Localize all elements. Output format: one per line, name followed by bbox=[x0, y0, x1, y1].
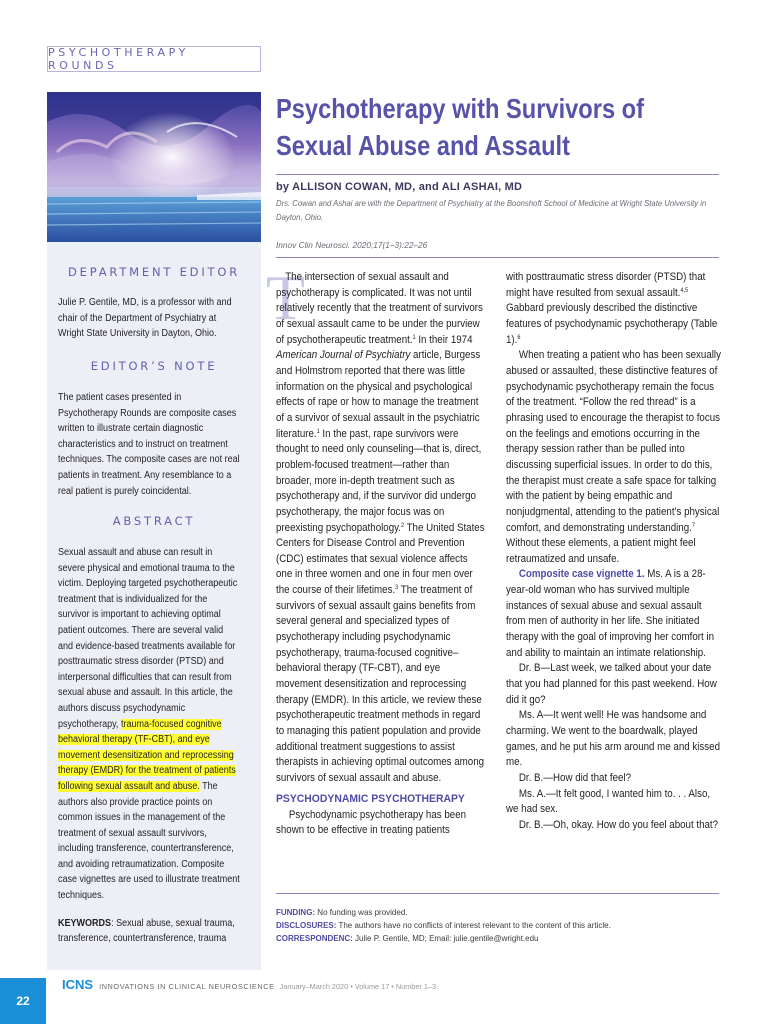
journal-logo: ICNS bbox=[62, 977, 94, 992]
journal-name: INNOVATIONS IN CLINICAL NEUROSCIENCE bbox=[99, 982, 275, 991]
ptsd-paragraph: with posttraumatic stress disorder (PTSD) that might have resulted from sexual assault.$^{4,5}$ Gabbard previously described the distinctive features of psychodynamic psychotherapy (Table 1).$^6$ bbox=[506, 271, 718, 346]
dialogue-line: Dr. B.—Oh, okay. How do you feel about that? bbox=[518, 818, 719, 831]
footnote-rule bbox=[276, 893, 719, 894]
department-editor-heading: DEPARTMENT EDITOR bbox=[67, 265, 241, 279]
dialogue-line: Dr. B—Last week, we talked about your date that you had planned for this past weekend. How did it go? bbox=[506, 662, 717, 706]
abstract-text-part2: The authors also provide practice points on common issues in the management of the treatment of sexual assault survivors, including transference, countertransference, and avoiding retraumatization. Composite case vignettes are used to illustrate treatment techniques. bbox=[58, 780, 240, 902]
hero-image bbox=[47, 92, 261, 242]
issue-info: January–March 2020 • Volume 17 • Number 1–3 bbox=[279, 982, 437, 991]
correspondence-note: CORRESPONDENC: Julie P. Gentile, MD; Email: julie.gentile@wright.edu bbox=[276, 932, 539, 943]
keywords-text: : Sexual abuse, sexual trauma, transference, countertransference, trauma bbox=[58, 917, 235, 945]
article-title-line1: Psychotherapy with Survivors of bbox=[276, 93, 644, 124]
editors-note-heading: EDITOR’S NOTE bbox=[90, 359, 218, 373]
title-rule bbox=[276, 174, 719, 175]
body-column-1 bbox=[276, 270, 486, 839]
footnotes bbox=[276, 906, 760, 944]
intro-paragraph: The intersection of sexual assault and psychotherapy is complicated. It was not until relatively recently that the treatment of survivors of sexual assault came to be under the purview of psychotherapeutic treatment.$^1$ In their 1974 American Journal of Psychiatry article, Burgess and Holmstrom reported that there was little information on the physical and psychological effects of rape or how to manage the treatment of a survivor of sexual assault in the psychiatric literature.$^1$ In the past, rape survivors were thought to need only counseling—that is, direct, problem-focused treatment—rather than broader, more in-depth treatment such as psychotherapy and, if the survivor did undergo psychotherapy, the major focus was on preexisting psychopathology.$^2$ The United States Centers for Disease Control and Prevention (CDC) estimates that sexual violence affects one in three women and one in four men over the course of their lifetimes.$^3$ The treatment of survivors of sexual assault gains benefits from several general and specialized types of psychotherapy including psychodynamic psychotherapy, trauma-focused cognitive–behavioral therapy (TF-CBT), and eye movement desensitization and reprocessing therapy (EMDR). In this article, we review these psychotherapeutic treatment methods in regard to managing this patient population and provide additional treatment suggestions to assist therapists in achieving optimal outcomes among survivors of sexual assault and abuse. bbox=[276, 271, 485, 784]
department-editor-text: Julie P. Gentile, MD, is a professor with and chair of the Department of Psychiatry at Wright State University in Dayton, Ohio. bbox=[58, 297, 232, 340]
treatment-paragraph: When treating a patient who has been sexually abused or assaulted, these distinctive features of psychodynamic psychotherapy remain the focus of the treatment. “Follow the red thread” is a phrasing used to encourage the therapist to focus on the feelings and emotions occurring in the therapy session rather than be pulled into discussing superficial issues. In order to do this, the therapist must create a safe space for talking with the patient by being empathic and nonjudgmental, attending to the patient’s physical comfort, and demonstrating understanding.$^7$ Without these elements, a patient might feel retraumatized and unsafe. bbox=[506, 349, 721, 565]
section-heading-psychodynamic: PSYCHODYNAMIC PSYCHOTHERAPY bbox=[276, 792, 465, 805]
psychodynamic-paragraph: Psychodynamic psychotherapy has been shown to be effective in treating patients bbox=[276, 808, 467, 837]
series-label: PSYCHOTHERAPY ROUNDS bbox=[48, 46, 189, 72]
body-column-2 bbox=[506, 270, 721, 834]
drop-cap: T bbox=[266, 262, 306, 333]
dialogue-line: Ms. A.—It felt good, I wanted him to. . . Also, we had sex. bbox=[506, 787, 711, 816]
series-label-box bbox=[47, 46, 261, 72]
abstract-highlighted-text: trauma-focused cognitive behavioral therapy (TF-CBT), and eye movement desensitization and reprocessing therapy (EMDR) for the treatment of patients following sexual assault and abuse. bbox=[58, 718, 236, 792]
article-title bbox=[276, 90, 723, 164]
abstract-text-part1: Sexual assault and abuse can result in severe physical and emotional trauma to the victim. Deploying targeted psychotherapeutic treatment that is individualized for the survivor is important to achieving optimal patient outcomes. There are several valid and evidence-based treatments available for posttraumatic stress disorder (PTSD) and interpersonal difficulties that can result from sexual abuse and assault. In this article, the authors discuss psychodynamic psychotherapy, bbox=[58, 547, 238, 730]
editors-note-text: The patient cases presented in Psychotherapy Rounds are composite cases written to illustrate certain diagnostic characteristics and to instruct on treatment techniques. The composite cases are not real patients in treatment. Any resemblance to a real patient is purely coincidental. bbox=[58, 392, 240, 497]
affiliation-line2: Dayton, Ohio. bbox=[276, 211, 324, 222]
page-number-box bbox=[0, 978, 46, 1024]
byline: by ALLISON COWAN, MD, and ALI ASHAI, MD bbox=[276, 181, 523, 193]
abstract-seascape-painting-icon bbox=[47, 92, 261, 242]
article-title-line2: Sexual Abuse and Assault bbox=[276, 130, 570, 161]
dialogue-line: Ms. A—It went well! He was handsome and charming. We went to the boardwalk, played games, and he put his arm around me and kissed me. bbox=[506, 709, 721, 769]
dialogue-line: Dr. B.—How did that feel? bbox=[518, 772, 632, 784]
keywords-label: KEYWORDS bbox=[58, 917, 112, 929]
abstract-heading: ABSTRACT bbox=[112, 514, 196, 528]
affiliation-line1: Drs. Cowan and Ashai are with the Department of Psychiatry at the Boonshoft School of Medicine at Wright State University in bbox=[276, 198, 707, 208]
page-number: 22 bbox=[16, 994, 30, 1008]
disclosures-note: DISCLOSURES: The authors have no conflicts of interest relevant to the content of this article. bbox=[276, 919, 611, 930]
journal-footer bbox=[62, 977, 436, 992]
abstract-text bbox=[58, 545, 240, 947]
citation: Innov Clin Neurosci. 2020;17(1–3):22–26 bbox=[276, 240, 428, 250]
keywords bbox=[58, 916, 240, 947]
vignette-label: Composite case vignette 1. bbox=[518, 568, 645, 581]
affiliation bbox=[276, 197, 722, 224]
header-rule bbox=[276, 257, 719, 258]
vignette-paragraph: Composite case vignette 1. Ms. A is a 28-year-old woman who has survived multiple instances of sexual abuse and sexual assault from men of authority in her life. She initiated therapy with the goal of improving her comfort in and ability to maintain an intimate relationship. bbox=[506, 568, 715, 659]
funding-note: FUNDING: No funding was provided. bbox=[276, 907, 408, 917]
